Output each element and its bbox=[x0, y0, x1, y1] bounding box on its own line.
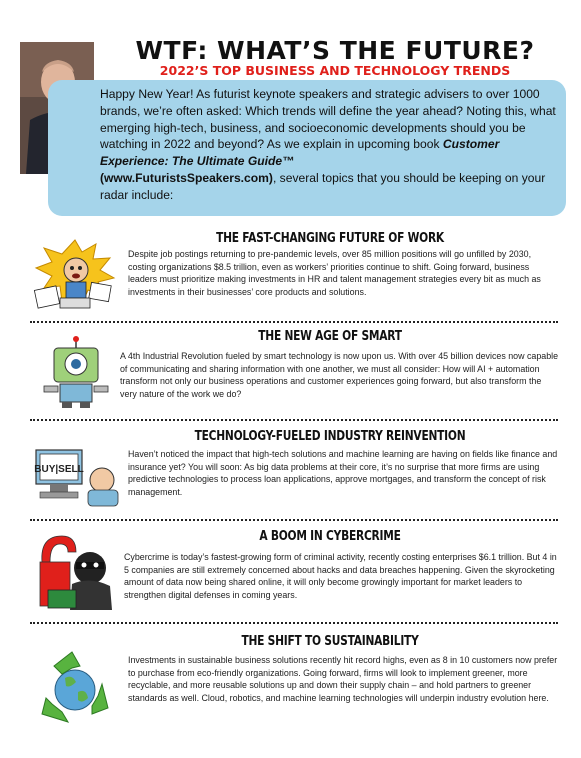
section-title-industry-reinvention: TECHNOLOGY-FUELED INDUSTRY REINVENTION bbox=[194, 429, 466, 444]
section-body-age-of-smart: A 4th Industrial Revolution fueled by smart technology is now upon us. With over 45 billion devices now capable of communicating and sharing information with one another, we must all consider: How will AI + automation transform not only our business operations and customer experiences going forward, but also transform the very nature of the work we do? bbox=[120, 351, 559, 399]
section-title-future-of-work: THE FAST-CHANGING FUTURE OF WORK bbox=[216, 231, 444, 246]
intro-book-title: Customer Experience: The Ultimate Guide™ bbox=[100, 137, 500, 169]
section-divider bbox=[30, 622, 558, 624]
intro-paragraph bbox=[100, 86, 562, 204]
robot-icon bbox=[40, 336, 112, 408]
buy-sell-monitor-icon bbox=[32, 446, 122, 508]
section-divider bbox=[30, 419, 558, 421]
intro-text-before: Happy New Year! As futurist keynote speakers and strategic advisers to over 1000 brands, we’re often asked: Which trends will define the year ahead? Noting this, what emerging high-tech, business, and socioeconomic developments should you be watching in 2022 and beyond? As we explain in upcoming book bbox=[100, 87, 556, 152]
page-subtitle: 2022’S TOP BUSINESS AND TECHNOLOGY TRENDS bbox=[159, 63, 511, 78]
section-title-cybercrime: A BOOM IN CYBERCRIME bbox=[259, 529, 401, 544]
section-title-sustainability: THE SHIFT TO SUSTAINABILITY bbox=[241, 634, 419, 649]
section-title-age-of-smart: THE NEW AGE OF SMART bbox=[258, 329, 402, 344]
intro-text-after: , several topics that you should be keeping on your radar include: bbox=[100, 170, 546, 202]
recycle-globe-icon bbox=[32, 648, 118, 728]
section-body-future-of-work: Despite job postings returning to pre-pandemic levels, over 85 million positions will go unfilled by 2030, costing organizations $8.5 trillion, even as workers’ priorities continue to shift. Going forward, business leaders must prioritize making investments in HR and talent management strategies every bit as much as investments in their businesses’ core products and solutions. bbox=[128, 249, 541, 297]
hacker-icon bbox=[36, 532, 116, 612]
page-title: WTF: WHAT’S THE FUTURE? bbox=[135, 36, 535, 65]
section-body-sustainability: Investments in sustainable business solutions recently hit record highs, even as 8 in 10 customers now prefer to purchase from eco-friendly organizations. Going forward, firms will look to implement greener, more recyclable, and more reusable solutions up and down their supply chain – and hold partners to greener standards as well. Cloud, robotics, and machine learning technologies will underpin industry evolution here. bbox=[128, 655, 558, 703]
section-divider bbox=[30, 321, 558, 323]
intro-website: (www.FuturistsSpeakers.com) bbox=[100, 170, 273, 185]
stressed-worker-icon bbox=[30, 238, 120, 310]
section-body-industry-reinvention: Haven’t noticed the impact that high-tech solutions and machine learning are having on fields like finance and insurance yet? You will soon: As big data problems at their core, it’s no surprise that more firms are using predictive technologies to process loan applications, approve mortgages, and transform the concept of risk management. bbox=[128, 449, 558, 497]
section-divider bbox=[30, 519, 558, 521]
buy-sell-label: BUY|SELL bbox=[34, 464, 84, 475]
section-body-cybercrime: Cybercrime is today’s fastest-growing form of criminal activity, recently costing enterprises $6.1 trillion. But 4 in 5 companies are still extremely concerned about hacks and data breaches happening. Given the skyrocketing amount of data now being shared online, it will only become growingly important for market leaders to strengthen digital defenses in coming years. bbox=[124, 552, 557, 600]
